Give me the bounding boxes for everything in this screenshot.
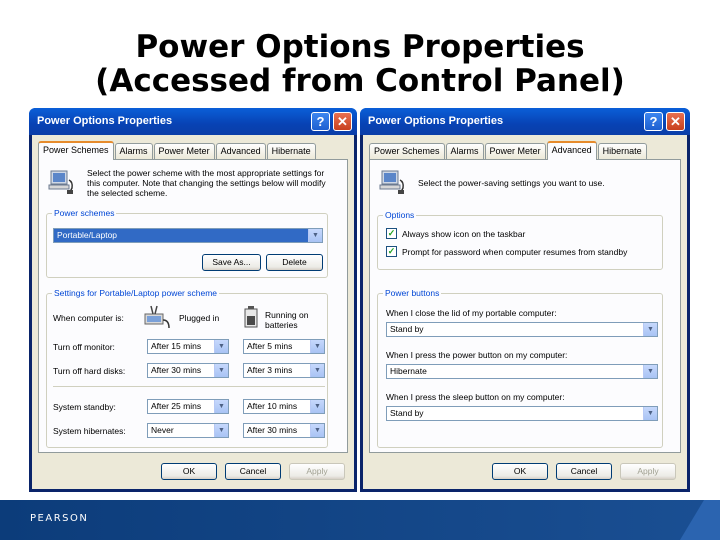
hibernate-battery-value: After 30 mins bbox=[247, 425, 298, 435]
scheme-settings-legend: Settings for Portable/Laptop power scheme bbox=[54, 288, 218, 298]
save-as-button[interactable]: Save As... bbox=[202, 254, 261, 271]
monitor-plugged-value: After 15 mins bbox=[151, 341, 202, 351]
sleep-button-value: Stand by bbox=[390, 408, 424, 418]
tab-strip bbox=[369, 141, 648, 159]
plugged-in-icon bbox=[143, 304, 173, 330]
window-title: Power Options Properties bbox=[368, 115, 504, 127]
battery-icon bbox=[244, 306, 258, 328]
disks-plugged-select[interactable] bbox=[147, 363, 229, 378]
power-schemes-dialog bbox=[29, 108, 357, 492]
power-scheme-select[interactable] bbox=[53, 228, 323, 243]
tab-panel bbox=[38, 159, 348, 453]
chevron-down-icon[interactable]: ▼ bbox=[310, 400, 324, 413]
dialog-body bbox=[32, 135, 354, 489]
footer-bar bbox=[0, 500, 720, 540]
help-button[interactable]: ? bbox=[644, 112, 663, 131]
chevron-down-icon[interactable]: ▼ bbox=[214, 340, 228, 353]
monitor-battery-select[interactable] bbox=[243, 339, 325, 354]
options-legend: Options bbox=[385, 210, 415, 220]
chevron-down-icon[interactable]: ▼ bbox=[214, 424, 228, 437]
system-hibernates-label: System hibernates: bbox=[53, 426, 126, 436]
show-icon-checkbox[interactable]: ✓ bbox=[387, 228, 396, 238]
disks-plugged-value: After 30 mins bbox=[151, 365, 202, 375]
tab-power-meter[interactable]: Power Meter bbox=[154, 143, 215, 159]
dialog-body bbox=[363, 135, 687, 489]
ok-button[interactable]: OK bbox=[161, 463, 217, 480]
hibernate-plugged-value: Never bbox=[151, 425, 174, 435]
system-standby-label: System standby: bbox=[53, 402, 116, 412]
chevron-down-icon[interactable]: ▼ bbox=[214, 400, 228, 413]
chevron-down-icon[interactable]: ▼ bbox=[643, 407, 657, 420]
cancel-button[interactable]: Cancel bbox=[556, 463, 612, 480]
hibernate-plugged-select[interactable] bbox=[147, 423, 229, 438]
when-computer-is-label: When computer is: bbox=[53, 313, 124, 323]
power-schemes-legend: Power schemes bbox=[54, 208, 115, 218]
cancel-button[interactable]: Cancel bbox=[225, 463, 281, 480]
delete-button[interactable]: Delete bbox=[266, 254, 323, 271]
tab-power-schemes[interactable]: Power Schemes bbox=[38, 141, 114, 160]
power-button-label: When I press the power button on my computer: bbox=[386, 350, 568, 360]
apply-button[interactable]: Apply bbox=[289, 463, 345, 480]
slide-title-line2: (Accessed from Control Panel) bbox=[95, 63, 625, 99]
tab-advanced[interactable]: Advanced bbox=[216, 143, 266, 159]
chevron-down-icon[interactable]: ▼ bbox=[643, 365, 657, 378]
chevron-down-icon[interactable]: ▼ bbox=[214, 364, 228, 377]
power-computer-icon bbox=[378, 168, 408, 196]
sleep-button-label: When I press the sleep button on my computer: bbox=[386, 392, 565, 402]
pearson-logo: PEARSON bbox=[30, 513, 89, 524]
tab-advanced[interactable]: Advanced bbox=[547, 141, 597, 160]
monitor-plugged-select[interactable] bbox=[147, 339, 229, 354]
prompt-password-checkbox[interactable]: ✓ bbox=[387, 246, 396, 256]
ok-button[interactable]: OK bbox=[492, 463, 548, 480]
standby-plugged-value: After 25 mins bbox=[151, 401, 202, 411]
tab-alarms[interactable]: Alarms bbox=[446, 143, 484, 159]
tab-hibernate[interactable]: Hibernate bbox=[598, 143, 647, 159]
chevron-down-icon[interactable]: ▼ bbox=[310, 424, 324, 437]
slide-title bbox=[0, 30, 720, 98]
lid-action-select[interactable] bbox=[386, 322, 658, 337]
power-computer-icon bbox=[47, 168, 77, 196]
tab-alarms[interactable]: Alarms bbox=[115, 143, 153, 159]
slide-title-line1: Power Options Properties bbox=[135, 29, 585, 65]
standby-battery-select[interactable] bbox=[243, 399, 325, 414]
disks-battery-value: After 3 mins bbox=[247, 365, 293, 375]
plugged-in-label: Plugged in bbox=[179, 313, 220, 323]
close-button[interactable]: ✕ bbox=[333, 112, 352, 131]
divider bbox=[53, 386, 325, 387]
tab-panel bbox=[369, 159, 681, 453]
standby-battery-value: After 10 mins bbox=[247, 401, 298, 411]
advanced-description: Select the power-saving settings you want to use. bbox=[418, 178, 605, 188]
scheme-description: Select the power scheme with the most appropriate settings for this computer. Note that changing the settings below will modify the selected scheme. bbox=[87, 168, 326, 198]
lid-action-value: Stand by bbox=[390, 324, 424, 334]
chevron-down-icon[interactable]: ▼ bbox=[643, 323, 657, 336]
chevron-down-icon[interactable]: ▼ bbox=[310, 364, 324, 377]
tab-hibernate[interactable]: Hibernate bbox=[267, 143, 316, 159]
title-bar[interactable] bbox=[29, 108, 357, 135]
apply-button[interactable]: Apply bbox=[620, 463, 676, 480]
window-title: Power Options Properties bbox=[37, 115, 173, 127]
power-button-value: Hibernate bbox=[390, 366, 427, 376]
advanced-dialog bbox=[360, 108, 690, 492]
chevron-down-icon[interactable]: ▼ bbox=[308, 229, 322, 242]
standby-plugged-select[interactable] bbox=[147, 399, 229, 414]
tab-power-meter[interactable]: Power Meter bbox=[485, 143, 546, 159]
tab-power-schemes[interactable]: Power Schemes bbox=[369, 143, 445, 159]
help-button[interactable]: ? bbox=[311, 112, 330, 131]
sleep-button-select[interactable] bbox=[386, 406, 658, 421]
power-button-select[interactable] bbox=[386, 364, 658, 379]
tab-strip bbox=[38, 141, 317, 159]
power-buttons-legend: Power buttons bbox=[385, 288, 440, 298]
title-bar[interactable] bbox=[360, 108, 690, 135]
close-button[interactable]: ✕ bbox=[666, 112, 685, 131]
turn-off-hard-disks-label: Turn off hard disks: bbox=[53, 366, 126, 376]
turn-off-monitor-label: Turn off monitor: bbox=[53, 342, 115, 352]
chevron-down-icon[interactable]: ▼ bbox=[310, 340, 324, 353]
power-scheme-value: Portable/Laptop bbox=[57, 230, 118, 240]
lid-label: When I close the lid of my portable computer: bbox=[386, 308, 557, 318]
show-icon-label: Always show icon on the taskbar bbox=[402, 229, 526, 239]
prompt-password-label: Prompt for password when computer resumes from standby bbox=[402, 247, 628, 257]
on-batteries-label: Running on batteries bbox=[265, 310, 309, 330]
options-group bbox=[377, 210, 663, 270]
hibernate-battery-select[interactable] bbox=[243, 423, 325, 438]
disks-battery-select[interactable] bbox=[243, 363, 325, 378]
footer-wave bbox=[680, 500, 720, 540]
monitor-battery-value: After 5 mins bbox=[247, 341, 293, 351]
